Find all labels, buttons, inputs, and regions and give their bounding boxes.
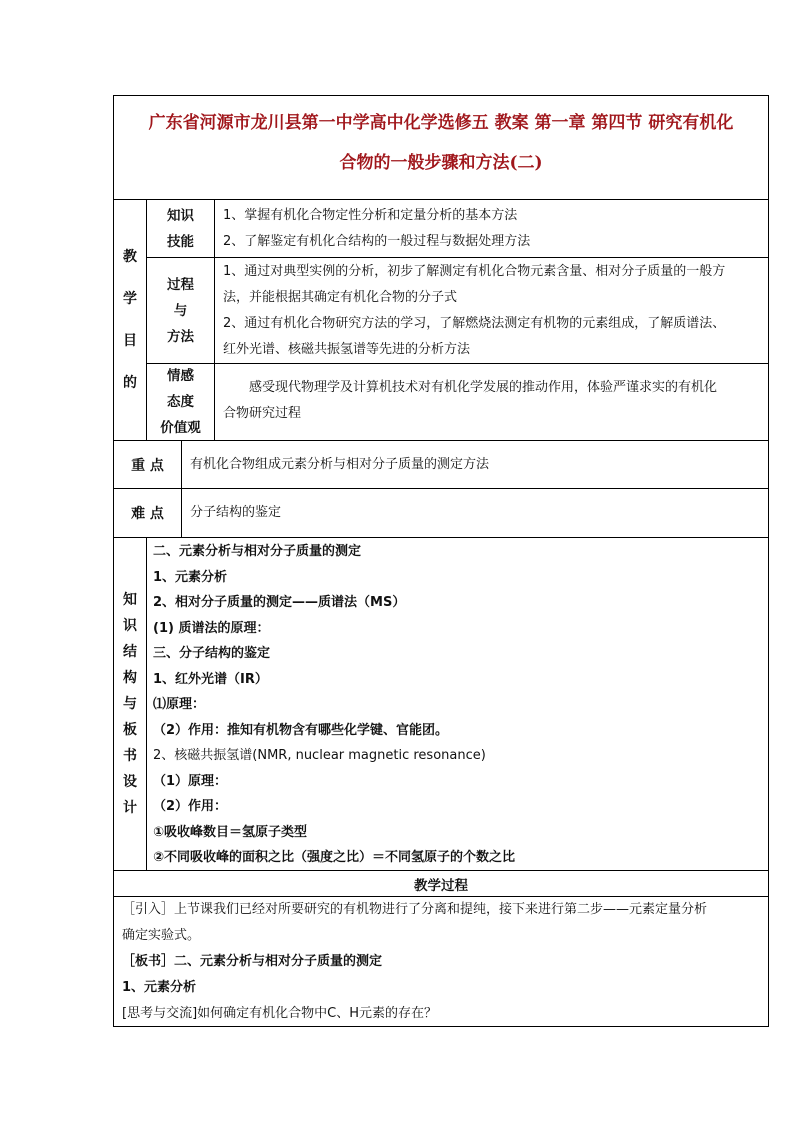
board-text: 二、元素分析与相对分子质量的测定 <box>174 954 383 969</box>
text-line: ②不同吸收峰的面积之比（强度之比）＝不同氢原子的个数之比 <box>153 850 516 865</box>
text-line: 1、通过对典型实例的分析，初步了解测定有机化合物元素含量、相对分子质量的一般方 <box>223 264 726 279</box>
intro-text: 上节课我们已经对所要研究的有机物进行了分离和提纯，接下来进行第二步——元素定量分析 <box>174 902 708 917</box>
difficulty-content: 分子结构的鉴定 <box>181 489 768 538</box>
text-line: （2）作用： <box>153 799 228 814</box>
text-line: （2）作用：推知有机物含有哪些化学键、官能团。 <box>153 722 449 738</box>
text-line: 法，并能根据其确定有机化合物的分子式 <box>223 290 458 305</box>
text-line: (1) 质谱法的原理： <box>153 620 270 636</box>
label-char: 结 <box>123 644 137 660</box>
knowledge-skills-content <box>214 200 768 258</box>
document-title <box>114 96 768 200</box>
think-text: 如何确定有机化合物中C、H元素的存在？ <box>197 1006 438 1021</box>
label-line: 方法 <box>167 328 194 345</box>
lesson-plan-table <box>113 95 769 1027</box>
text-line: 1、元素分析 <box>153 569 228 585</box>
text-line: 感受现代物理学及计算机技术对有机化学发展的推动作用，体验严谨求实的有机化 <box>249 380 718 395</box>
label-line: 价值观 <box>160 420 201 436</box>
label-char: 识 <box>123 618 137 634</box>
label-line: 过程 <box>167 276 194 293</box>
objectives-label-char: 教 <box>123 249 137 265</box>
label-line: 情感 <box>167 368 194 384</box>
knowledge-structure-label <box>114 538 146 871</box>
label-char: 与 <box>123 696 137 712</box>
text-line: 红外光谱、核磁共振氢谱等先进的分析方法 <box>223 342 471 357</box>
text-line: 2、了解鉴定有机化合结构的一般过程与数据处理方法 <box>223 234 531 249</box>
label-char: 计 <box>123 800 137 816</box>
text-line: 1、掌握有机化合物定性分析和定量分析的基本方法 <box>223 208 518 223</box>
teaching-process-content <box>114 897 768 1026</box>
emotion-attitude-values-label <box>146 364 214 441</box>
text-line: ⑴原理： <box>153 697 206 712</box>
section-heading: 1、元素分析 <box>122 980 197 995</box>
label-char: 设 <box>123 774 137 790</box>
objectives-label-char: 学 <box>123 291 137 307</box>
text-line: 确定实验式。 <box>122 928 201 943</box>
board-line <box>122 949 768 975</box>
process-methods-content <box>214 258 768 364</box>
label-line: 知识 <box>167 207 194 224</box>
label-line: 技能 <box>167 233 194 250</box>
text-line: 2、相对分子质量的测定——质谱法（MS） <box>153 595 406 610</box>
text-line: 2、通过有机化合物研究方法的学习，了解燃烧法测定有机物的元素组成，了解质谱法、 <box>223 316 726 331</box>
intro-tag: ［引入］ <box>122 902 175 917</box>
label-char: 书 <box>123 748 137 764</box>
text-line: 2、核磁共振氢谱(NMR, nuclear magnetic resonance) <box>153 748 486 763</box>
text-line: 合物研究过程 <box>223 406 302 421</box>
key-point-content: 有机化合物组成元素分析与相对分子质量的测定方法 <box>181 441 768 489</box>
label-line: 态度 <box>167 394 194 410</box>
think-tag: [思考与交流] <box>122 1006 198 1021</box>
title-line-2: 合物的一般步骤和方法(二) <box>339 153 543 173</box>
text-line: （1）原理： <box>153 773 228 789</box>
difficulty-label: 难 点 <box>114 489 181 538</box>
intro-line <box>122 897 768 923</box>
board-tag: ［板书］ <box>122 954 175 969</box>
text-line: ①吸收峰数目＝氢原子类型 <box>153 824 308 840</box>
label-line: 与 <box>173 302 188 319</box>
label-char: 知 <box>123 592 137 608</box>
teaching-process-header: 教学过程 <box>114 871 768 897</box>
label-char: 构 <box>123 670 137 686</box>
label-char: 板 <box>123 722 137 738</box>
think-line <box>122 1001 768 1027</box>
knowledge-structure-content <box>146 538 768 871</box>
process-methods-label <box>146 258 214 364</box>
objectives-label-char: 的 <box>123 375 137 391</box>
text-line: 二、元素分析与相对分子质量的测定 <box>153 544 362 559</box>
text-line: 1、红外光谱（IR） <box>153 671 268 687</box>
emotion-attitude-values-content <box>214 364 768 441</box>
key-point-label: 重 点 <box>114 441 181 489</box>
text-line: 三、分子结构的鉴定 <box>153 646 271 661</box>
objectives-label-char: 目 <box>123 333 137 349</box>
knowledge-skills-label <box>146 200 214 258</box>
title-line-1: 广东省河源市龙川县第一中学高中化学选修五 教案 第一章 第四节 研究有机化 <box>148 113 734 133</box>
objectives-label <box>114 200 146 441</box>
